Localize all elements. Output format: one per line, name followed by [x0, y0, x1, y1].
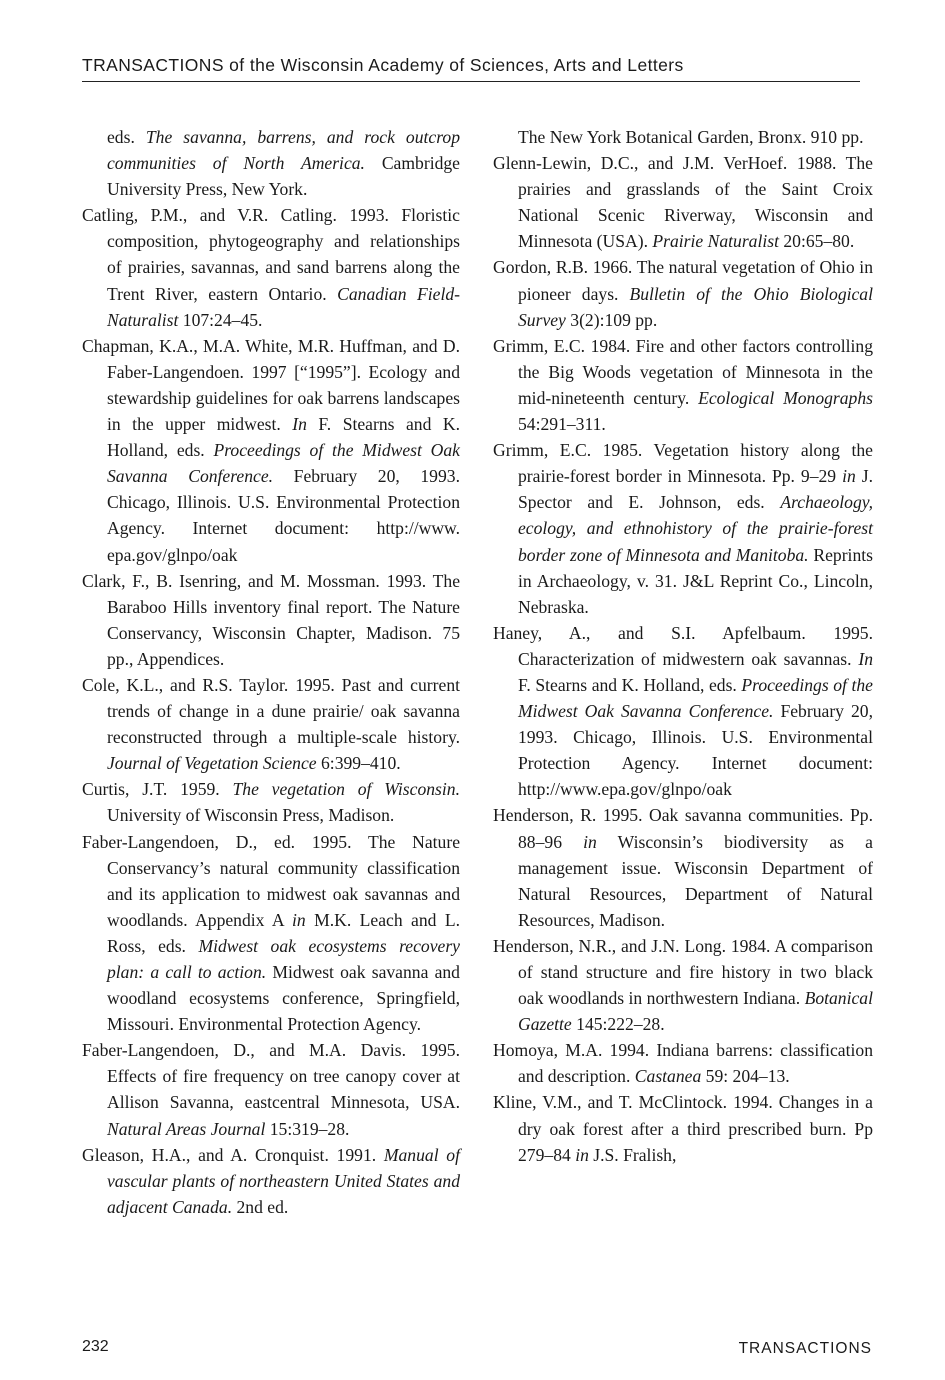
reference-entry — [493, 802, 873, 932]
italic-title: Prairie Naturalist — [652, 231, 779, 252]
italic-title: in — [583, 831, 597, 852]
footer-running-title: TRANSACTIONS — [738, 1340, 872, 1357]
reference-text: Gleason, H.A., and A. Cronquist. 1991. — [82, 1144, 384, 1165]
reference-entry — [493, 1037, 873, 1089]
reference-text: Cole, K.L., and R.S. Taylor. 1995. Past and current trends of change in a dune prairie/ oak savanna reconstructed through a multiple-scale history. — [82, 674, 460, 748]
reference-text: Reprints in Archaeology, v. 31. J&L Reprint Co., Lincoln, Nebraska. — [518, 544, 873, 617]
reference-text: 107:24–45. — [178, 309, 263, 330]
reference-text: Grimm, E.C. 1984. Fire and other factors controlling the Big Woods vegetation of Minnesota in the mid-nineteenth century. — [493, 335, 873, 408]
reference-text: Kline, V.M., and T. McClintock. 1994. Changes in a dry oak forest after a third prescribed burn. Pp 279–84 — [493, 1092, 873, 1165]
reference-text: Gordon, R.B. 1966. The natural vegetation of Ohio in pioneer days. — [493, 257, 873, 304]
reference-text: J.S. Fralish, — [588, 1144, 677, 1165]
reference-text: Faber-Langendoen, D., ed. 1995. The Nature Conservancy’s natural community classification and its application to midwest oak savannas and woodlands. Appendix A — [82, 831, 460, 930]
italic-title: In — [292, 414, 307, 435]
reference-text: 15:319–28. — [265, 1118, 350, 1139]
italic-title: In — [858, 648, 873, 669]
reference-text: J. Spector and E. Johnson, eds. — [518, 466, 873, 513]
italic-title: Proceedings of the Midwest Oak Savanna Conference. — [518, 674, 873, 722]
italic-title: Manual of vascular plants of northeastern United States and adjacent Canada. — [107, 1144, 460, 1217]
reference-text: 145:222–28. — [571, 1014, 665, 1035]
right-reference-column — [493, 124, 873, 1168]
page-number: 232 — [82, 1338, 109, 1355]
reference-entry — [82, 202, 460, 332]
reference-text: Glenn-Lewin, D.C., and J.M. VerHoef. 1988. The prairies and grasslands of the Saint Croix National Scenic Riverway, Wisconsin and Minnesota (USA). — [493, 153, 873, 252]
reference-entry — [493, 620, 873, 803]
italic-title: Archaeology, ecology, and ethnohistory of the prairie-forest border zone of Minnesota and Manitoba. — [518, 492, 873, 565]
italic-title: The vegetation of Wisconsin. — [232, 779, 460, 800]
italic-title: Bulletin of the Ohio Biological Survey — [518, 283, 873, 330]
italic-title: Proceedings of the Midwest Oak Savanna Conference. — [107, 440, 460, 487]
reference-text: F. Stearns and K. Holland, eds. — [107, 414, 460, 461]
italic-title: in — [292, 909, 306, 930]
reference-text: Faber-Langendoen, D., and M.A. Davis. 1995. Effects of fire frequency on tree canopy cover at Allison Savanna, eastcentral Minnesota, USA. — [82, 1040, 460, 1113]
reference-text: Catling, P.M., and V.R. Catling. 1993. Floristic composition, phytogeography and relationships of prairies, savannas, and sand barrens along the Trent River, eastern Ontario. — [82, 205, 460, 304]
reference-text: Clark, F., B. Isenring, and M. Mossman. 1993. The Baraboo Hills inventory final report. The Nature Conservancy, Wisconsin Chapter, Madison. 75 pp., Appendices. — [82, 570, 460, 669]
reference-text: 2nd ed. — [232, 1196, 289, 1217]
reference-entry — [493, 333, 873, 437]
reference-entry — [493, 933, 873, 1037]
reference-text: Haney, A., and S.I. Apfelbaum. 1995. Characterization of midwestern oak savannas. — [493, 622, 873, 669]
reference-text: The New York Botanical Garden, Bronx. 910 pp. — [518, 127, 864, 147]
italic-title: in — [575, 1144, 589, 1165]
reference-text: Henderson, N.R., and J.N. Long. 1984. A comparison of stand structure and fire history in two black oak woodlands in northwestern Indiana. — [493, 935, 873, 1009]
reference-text: Cambridge University Press, New York. — [107, 153, 460, 200]
running-header: TRANSACTIONS of the Wisconsin Academy of Sciences, Arts and Letters — [82, 55, 860, 82]
reference-text: Wisconsin’s biodiversity as a management issue. Wisconsin Department of Natural Resources, Department of Natural Resources, Madison. — [518, 831, 873, 930]
reference-text: 3(2):109 pp. — [565, 309, 658, 330]
reference-text: Homoya, M.A. 1994. Indiana barrens: classification and description. — [493, 1040, 873, 1087]
italic-title: Midwest oak ecosystems recovery plan: a call to action. — [107, 935, 460, 982]
reference-text: Curtis, J.T. 1959. — [82, 779, 233, 800]
italic-title: The savanna, barrens, and rock outcrop communities of North America. — [107, 127, 461, 174]
left-reference-column — [82, 124, 460, 1220]
italic-title: Canadian Field-Naturalist — [107, 283, 460, 330]
reference-entry — [82, 776, 460, 828]
reference-entry — [493, 437, 873, 620]
reference-entry — [82, 1037, 460, 1141]
reference-text: Midwest oak savanna and woodland ecosystems conference, Springfield, Missouri. Environmental Protection Agency. — [107, 962, 460, 1035]
reference-text: 20:65–80. — [778, 231, 855, 252]
reference-text: 59: 204–13. — [701, 1066, 790, 1087]
reference-entry — [493, 150, 873, 254]
reference-text: 6:399–410. — [316, 753, 401, 774]
reference-continuation — [82, 124, 460, 202]
reference-text: Chapman, K.A., M.A. White, M.R. Huffman, and D. Faber-Langendoen. 1997 [“1995”]. Ecology and stewardship guidelines for oak barrens landscapes in the upper midwest. — [82, 335, 460, 435]
reference-entry — [82, 1142, 460, 1220]
italic-title: Natural Areas Journal — [107, 1118, 266, 1139]
reference-entry — [82, 568, 460, 672]
italic-title: Botanical Gazette — [518, 988, 873, 1035]
reference-text: February 20, 1993. Chicago, Illinois. U.S. Environmental Protection Agency. Internet document: http://www. epa.gov/glnpo/oak — [107, 466, 460, 565]
reference-text: Grimm, E.C. 1985. Vegetation history along the prairie-forest border in Minnesota. Pp. 9–29 — [493, 440, 873, 487]
reference-entry — [82, 333, 460, 568]
reference-text: Henderson, R. 1995. Oak savanna communities. Pp. 88–96 — [493, 805, 873, 852]
reference-entry — [82, 672, 460, 776]
reference-continuation — [493, 124, 873, 150]
reference-entry — [493, 1089, 873, 1167]
reference-text: University of Wisconsin Press, Madison. — [107, 805, 395, 826]
italic-title: in — [842, 466, 856, 487]
reference-text: eds. — [107, 127, 146, 147]
reference-entry — [493, 254, 873, 332]
reference-text: F. Stearns and K. Holland, eds. — [518, 674, 742, 695]
reference-text: 54:291–311. — [518, 414, 606, 435]
italic-title: Journal of Vegetation Science — [107, 753, 317, 774]
italic-title: Ecological Monographs — [698, 387, 873, 408]
reference-entry — [82, 829, 460, 1038]
italic-title: Castanea — [634, 1066, 702, 1087]
reference-text: M.K. Leach and L. Ross, eds. — [107, 909, 460, 956]
reference-text: February 20, 1993. Chicago, Illinois. U.S. Environmental Protection Agency. Internet document: http://www.epa.gov/glnpo/oak — [518, 701, 873, 800]
